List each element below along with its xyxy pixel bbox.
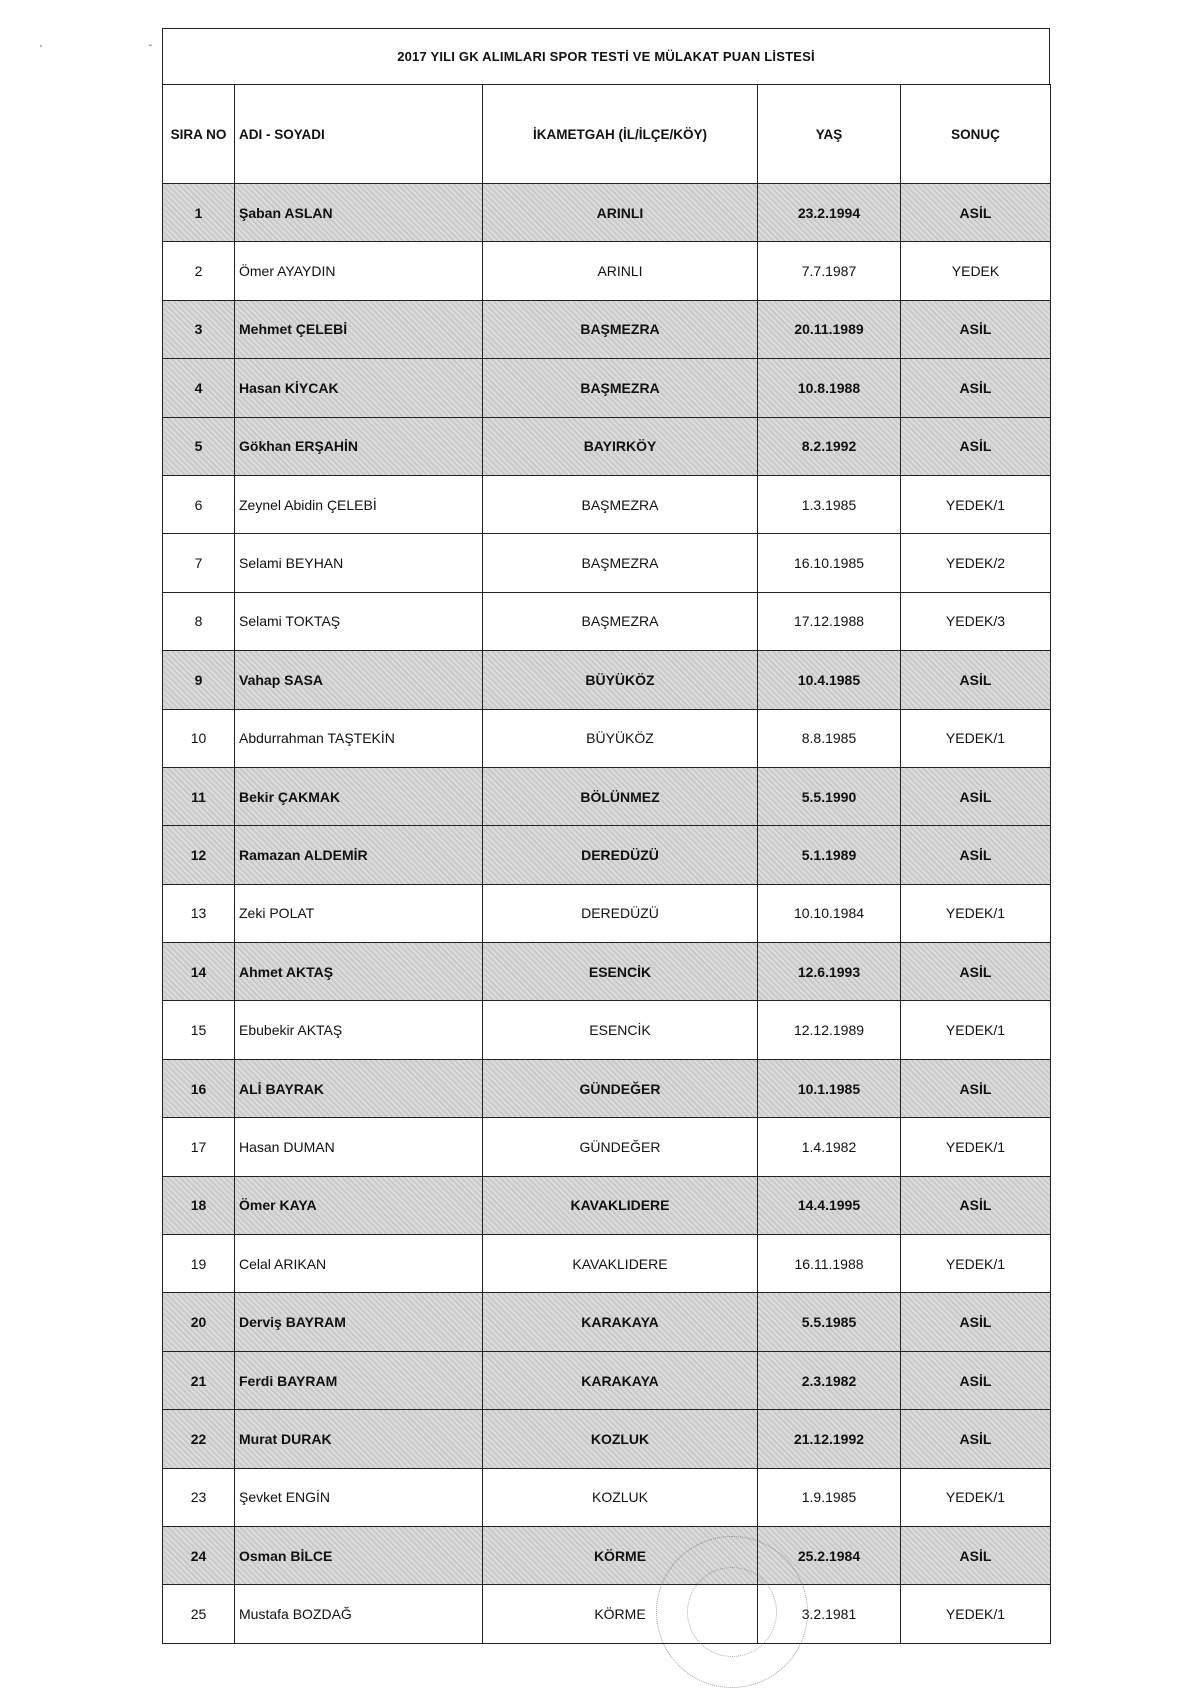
cell-name: Celal ARIKAN [235, 1235, 483, 1293]
cell-name: Hasan KİYCAK [235, 359, 483, 417]
table-row [163, 1585, 1051, 1643]
cell-name: Selami BEYHAN [235, 534, 483, 592]
table-row [163, 184, 1051, 242]
table-row [163, 1118, 1051, 1176]
cell-name: Vahap SASA [235, 651, 483, 709]
header-name: ADI - SOYADI [235, 85, 483, 184]
cell-name: Ömer KAYA [235, 1176, 483, 1234]
cell-village: BÜYÜKÖZ [483, 651, 758, 709]
header-village: İKAMETGAH (İL/İLÇE/KÖY) [483, 85, 758, 184]
cell-result: YEDEK/1 [901, 1001, 1051, 1059]
cell-no: 4 [163, 359, 235, 417]
cell-name: Ömer AYAYDIN [235, 242, 483, 300]
cell-name: Zeki POLAT [235, 884, 483, 942]
cell-name: Hasan DUMAN [235, 1118, 483, 1176]
cell-date: 20.11.1989 [758, 300, 901, 358]
cell-result: ASİL [901, 1351, 1051, 1409]
cell-date: 1.4.1982 [758, 1118, 901, 1176]
cell-name: Mehmet ÇELEBİ [235, 300, 483, 358]
cell-village: BÖLÜNMEZ [483, 767, 758, 825]
cell-no: 7 [163, 534, 235, 592]
cell-date: 8.8.1985 [758, 709, 901, 767]
table-row [163, 359, 1051, 417]
cell-result: ASİL [901, 184, 1051, 242]
cell-date: 1.3.1985 [758, 475, 901, 533]
cell-village: ESENCİK [483, 1001, 758, 1059]
cell-name: Ahmet AKTAŞ [235, 943, 483, 1001]
table-row [163, 592, 1051, 650]
cell-name: Ebubekir AKTAŞ [235, 1001, 483, 1059]
cell-date: 16.11.1988 [758, 1235, 901, 1293]
cell-village: KOZLUK [483, 1468, 758, 1526]
cell-date: 16.10.1985 [758, 534, 901, 592]
cell-name: Derviş BAYRAM [235, 1293, 483, 1351]
cell-no: 12 [163, 826, 235, 884]
cell-name: Mustafa BOZDAĞ [235, 1585, 483, 1643]
cell-result: YEDEK/1 [901, 1235, 1051, 1293]
cell-no: 11 [163, 767, 235, 825]
cell-name: ALİ BAYRAK [235, 1059, 483, 1117]
cell-result: ASİL [901, 826, 1051, 884]
cell-date: 12.6.1993 [758, 943, 901, 1001]
cell-no: 2 [163, 242, 235, 300]
cell-date: 2.3.1982 [758, 1351, 901, 1409]
table-row [163, 417, 1051, 475]
cell-no: 14 [163, 943, 235, 1001]
cell-no: 1 [163, 184, 235, 242]
cell-no: 10 [163, 709, 235, 767]
cell-village: KOZLUK [483, 1410, 758, 1468]
table-row [163, 300, 1051, 358]
table-row [163, 651, 1051, 709]
cell-name: Şevket ENGİN [235, 1468, 483, 1526]
table-row [163, 1468, 1051, 1526]
table-row [163, 943, 1051, 1001]
cell-no: 3 [163, 300, 235, 358]
cell-date: 8.2.1992 [758, 417, 901, 475]
cell-name: Şaban ASLAN [235, 184, 483, 242]
cell-village: BAŞMEZRA [483, 300, 758, 358]
header-row [163, 85, 1051, 184]
cell-result: YEDEK/3 [901, 592, 1051, 650]
table-row [163, 709, 1051, 767]
cell-name: Abdurrahman TAŞTEKİN [235, 709, 483, 767]
cell-no: 13 [163, 884, 235, 942]
cell-no: 22 [163, 1410, 235, 1468]
cell-result: YEDEK/1 [901, 1585, 1051, 1643]
cell-name: Selami TOKTAŞ [235, 592, 483, 650]
cell-result: YEDEK/2 [901, 534, 1051, 592]
cell-result: YEDEK/1 [901, 1468, 1051, 1526]
table-row [163, 1235, 1051, 1293]
cell-name: Ramazan ALDEMİR [235, 826, 483, 884]
cell-village: BAŞMEZRA [483, 592, 758, 650]
cell-date: 1.9.1985 [758, 1468, 901, 1526]
cell-date: 12.12.1989 [758, 1001, 901, 1059]
cell-name: Zeynel Abidin ÇELEBİ [235, 475, 483, 533]
cell-no: 20 [163, 1293, 235, 1351]
cell-village: KAVAKLIDERE [483, 1235, 758, 1293]
cell-date: 7.7.1987 [758, 242, 901, 300]
cell-no: 9 [163, 651, 235, 709]
cell-date: 3.2.1981 [758, 1585, 901, 1643]
cell-result: YEDEK/1 [901, 709, 1051, 767]
cell-no: 19 [163, 1235, 235, 1293]
table-row [163, 1001, 1051, 1059]
cell-no: 5 [163, 417, 235, 475]
cell-no: 18 [163, 1176, 235, 1234]
cell-village: KAVAKLIDERE [483, 1176, 758, 1234]
cell-village: BAYIRKÖY [483, 417, 758, 475]
cell-village: DEREDÜZÜ [483, 884, 758, 942]
cell-result: ASİL [901, 1176, 1051, 1234]
table-row [163, 767, 1051, 825]
cell-date: 25.2.1984 [758, 1526, 901, 1584]
table-row [163, 475, 1051, 533]
cell-village: ESENCİK [483, 943, 758, 1001]
cell-no: 8 [163, 592, 235, 650]
cell-result: YEDEK [901, 242, 1051, 300]
table-row [163, 1410, 1051, 1468]
table-row [163, 242, 1051, 300]
cell-date: 10.1.1985 [758, 1059, 901, 1117]
table-row [163, 1059, 1051, 1117]
cell-result: ASİL [901, 1410, 1051, 1468]
header-date: YAŞ [758, 85, 901, 184]
cell-village: KÖRME [483, 1526, 758, 1584]
cell-result: ASİL [901, 359, 1051, 417]
table-row [163, 534, 1051, 592]
cell-result: ASİL [901, 943, 1051, 1001]
cell-no: 15 [163, 1001, 235, 1059]
cell-date: 10.10.1984 [758, 884, 901, 942]
cell-village: KARAKAYA [483, 1293, 758, 1351]
cell-name: Ferdi BAYRAM [235, 1351, 483, 1409]
header-no: SIRA NO [163, 85, 235, 184]
results-table [162, 84, 1051, 1644]
cell-name: Osman BİLCE [235, 1526, 483, 1584]
header-result: SONUÇ [901, 85, 1051, 184]
cell-no: 24 [163, 1526, 235, 1584]
cell-village: DEREDÜZÜ [483, 826, 758, 884]
cell-date: 23.2.1994 [758, 184, 901, 242]
cell-result: ASİL [901, 767, 1051, 825]
cell-no: 16 [163, 1059, 235, 1117]
cell-result: YEDEK/1 [901, 884, 1051, 942]
cell-name: Murat DURAK [235, 1410, 483, 1468]
table-row [163, 1351, 1051, 1409]
document-sheet [162, 28, 1050, 1644]
table-row [163, 1526, 1051, 1584]
cell-name: Bekir ÇAKMAK [235, 767, 483, 825]
cell-village: BAŞMEZRA [483, 534, 758, 592]
cell-no: 25 [163, 1585, 235, 1643]
cell-no: 17 [163, 1118, 235, 1176]
cell-result: ASİL [901, 1059, 1051, 1117]
cell-no: 21 [163, 1351, 235, 1409]
cell-village: GÜNDEĞER [483, 1059, 758, 1117]
cell-result: ASİL [901, 651, 1051, 709]
cell-village: ARINLI [483, 184, 758, 242]
cell-date: 5.5.1990 [758, 767, 901, 825]
cell-no: 23 [163, 1468, 235, 1526]
table-body [163, 184, 1051, 1644]
cell-date: 17.12.1988 [758, 592, 901, 650]
cell-result: YEDEK/1 [901, 1118, 1051, 1176]
cell-village: BAŞMEZRA [483, 475, 758, 533]
cell-village: KÖRME [483, 1585, 758, 1643]
cell-date: 10.8.1988 [758, 359, 901, 417]
table-row [163, 826, 1051, 884]
official-seal-stamp [656, 1536, 808, 1688]
cell-result: ASİL [901, 1293, 1051, 1351]
document-title: 2017 YILI GK ALIMLARI SPOR TESTİ VE MÜLAKAT PUAN LİSTESİ [162, 28, 1050, 84]
cell-result: ASİL [901, 300, 1051, 358]
cell-village: ARINLI [483, 242, 758, 300]
cell-date: 21.12.1992 [758, 1410, 901, 1468]
table-row [163, 884, 1051, 942]
table-row [163, 1293, 1051, 1351]
cell-result: YEDEK/1 [901, 475, 1051, 533]
cell-no: 6 [163, 475, 235, 533]
cell-village: BÜYÜKÖZ [483, 709, 758, 767]
cell-date: 14.4.1995 [758, 1176, 901, 1234]
cell-date: 5.5.1985 [758, 1293, 901, 1351]
cell-village: GÜNDEĞER [483, 1118, 758, 1176]
scan-marks: ' ˇ [40, 44, 205, 55]
cell-name: Gökhan ERŞAHİN [235, 417, 483, 475]
cell-village: KARAKAYA [483, 1351, 758, 1409]
cell-village: BAŞMEZRA [483, 359, 758, 417]
cell-date: 5.1.1989 [758, 826, 901, 884]
cell-date: 10.4.1985 [758, 651, 901, 709]
cell-result: ASİL [901, 417, 1051, 475]
table-row [163, 1176, 1051, 1234]
cell-result: ASİL [901, 1526, 1051, 1584]
